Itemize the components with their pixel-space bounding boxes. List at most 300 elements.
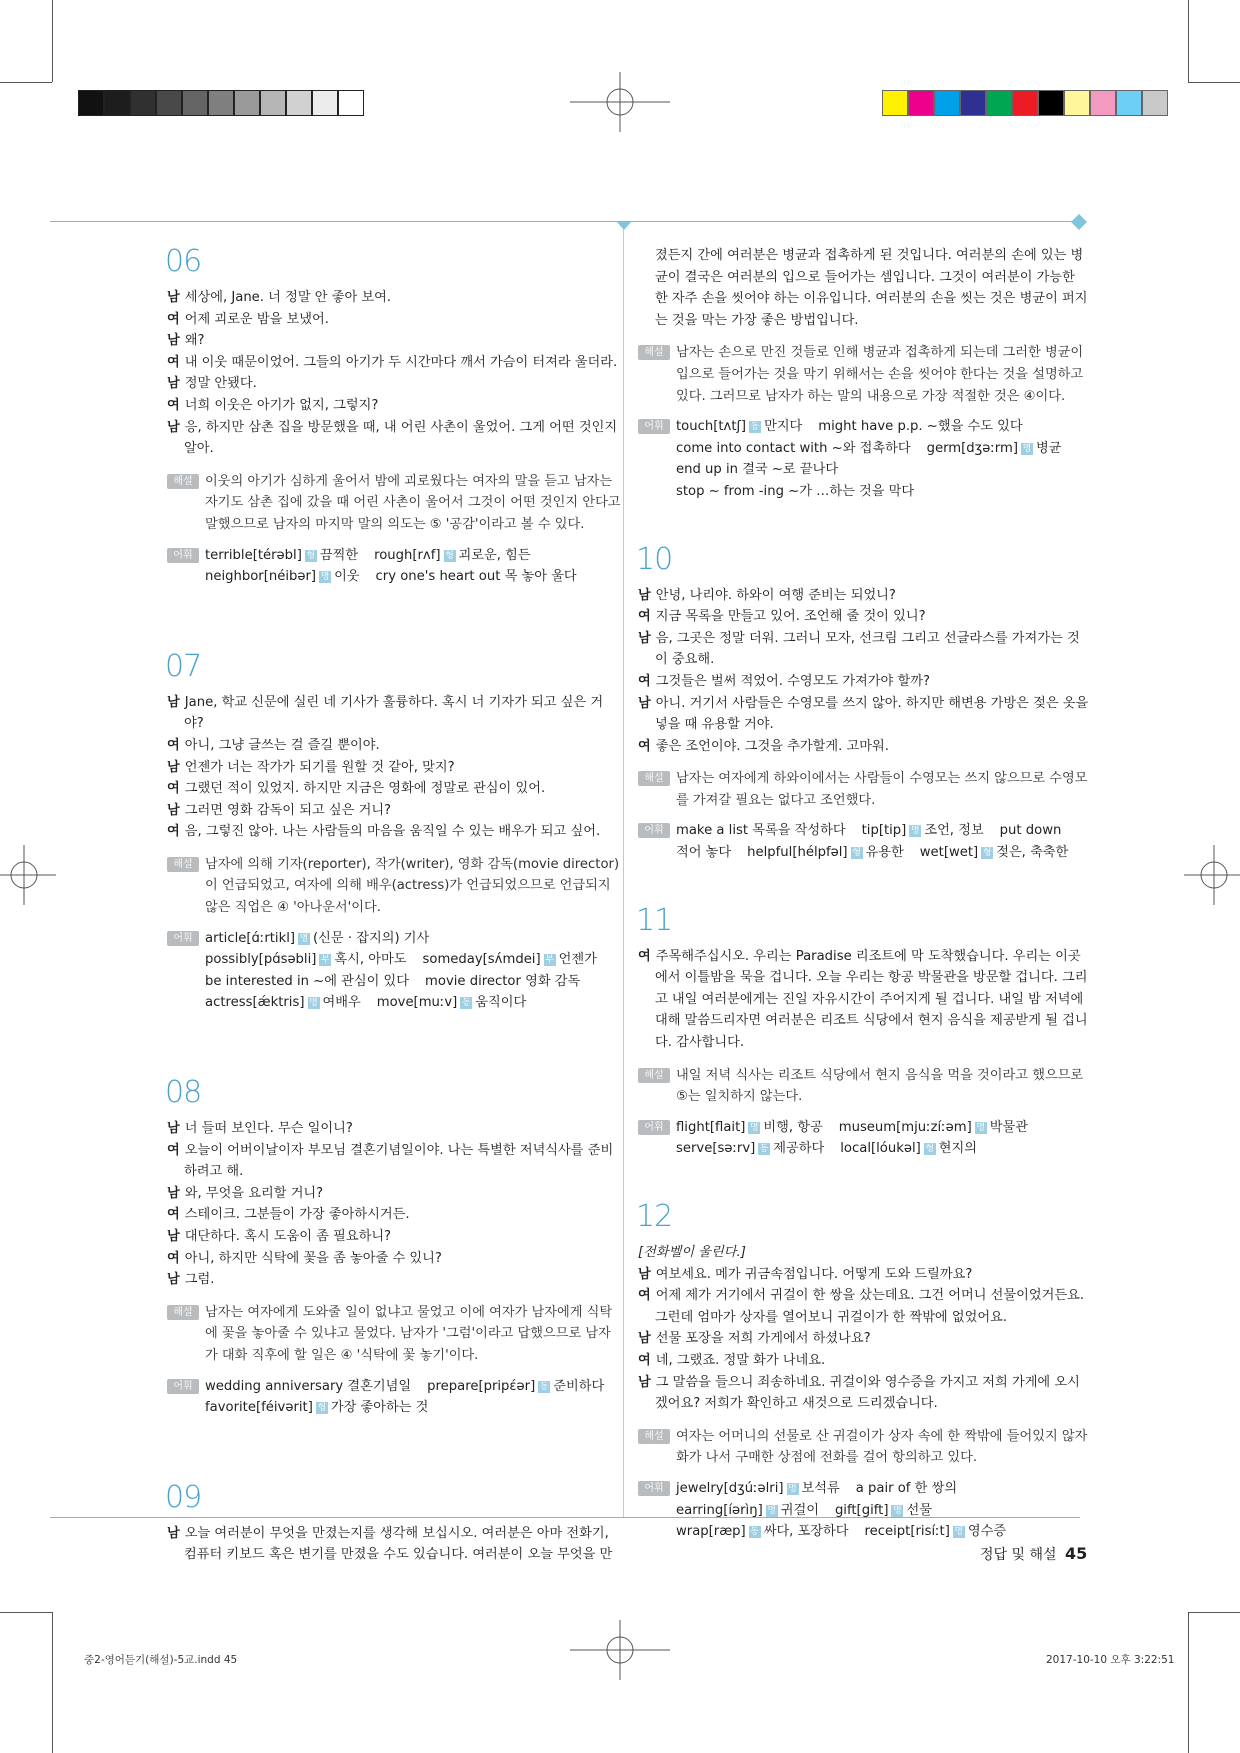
dialogue-text: 응, 하지만 삼촌 집을 방문했을 때, 내 어린 사촌이 울었어. 그게 어떤 것인지 알아. — [184, 419, 618, 457]
dialogue-line — [167, 352, 622, 374]
vocab-meaning: 언젠가 — [558, 952, 597, 968]
header-rule — [50, 221, 1080, 222]
gray-swatch — [130, 90, 156, 116]
page-number: 45 — [1064, 1544, 1088, 1563]
question-number: 09 — [165, 1479, 202, 1515]
dialogue — [167, 1523, 622, 1566]
part-of-speech-badge: 동 — [461, 998, 471, 1009]
dialogue-line — [638, 946, 1090, 1054]
vocab-word: a pair of — [855, 1480, 911, 1496]
vocab-item — [676, 1141, 824, 1156]
divider-arrow-icon — [617, 222, 631, 232]
vocab-meaning: ~에 관심이 있다 — [313, 973, 410, 989]
vocab-meaning: 한 쌍의 — [914, 1480, 958, 1496]
part-of-speech-badge: 동 — [750, 422, 760, 433]
dialogue — [638, 1264, 1090, 1415]
speaker-label: 여 — [638, 948, 651, 964]
crop-mark — [0, 1612, 52, 1613]
dialogue-line — [167, 1204, 622, 1226]
vocab-meaning: 영화 감독 — [525, 973, 581, 989]
part-of-speech-badge: 부 — [321, 955, 330, 966]
registration-mark-icon — [1184, 845, 1240, 905]
question-number: 06 — [165, 244, 202, 279]
vocab-meaning: 목록을 작성하다 — [752, 823, 846, 839]
part-of-speech-badge: 형 — [445, 550, 454, 561]
explanation-tag: 해설 — [167, 474, 199, 489]
vocab-item — [374, 548, 531, 563]
vocab-meaning: 보석류 — [801, 1480, 840, 1496]
dialogue-line — [638, 1264, 1090, 1286]
vocab-word: stop ~ from -ing — [676, 483, 784, 499]
part-of-speech-badge: 명 — [976, 1122, 986, 1133]
speaker-label: 여 — [167, 1142, 180, 1158]
color-swatch — [908, 90, 934, 116]
color-swatch — [1090, 90, 1116, 116]
vocab-line — [676, 416, 1090, 438]
vocab-item — [205, 995, 361, 1010]
speaker-label: 남 — [167, 1121, 180, 1137]
vocab-word: museum[mjuːzíːəm] — [838, 1119, 972, 1135]
vocab-meaning: 결혼기념일 — [347, 1378, 412, 1394]
vocab-line — [205, 1397, 622, 1419]
dialogue-text: 아니, 하지만 식탁에 꽃을 좀 놓아줄 수 있니? — [184, 1250, 442, 1266]
vocab-word: serve[səːrv] — [676, 1141, 756, 1157]
vocab-word: receipt[risíːt] — [864, 1524, 950, 1540]
dialogue-text: 지금 목록을 만들고 있어. 조언해 줄 것이 있니? — [655, 609, 926, 625]
dialogue-text: 세상에, Jane. 너 정말 안 좋아 보여. — [184, 290, 392, 305]
vocab-line — [676, 1478, 1090, 1500]
vocab-item — [676, 1503, 819, 1518]
vocab-line — [676, 1117, 1090, 1139]
dialogue-line — [638, 736, 1090, 758]
dialogue-line — [167, 1140, 622, 1183]
vocab-item — [676, 441, 911, 456]
vocab-word: might have p.p. — [818, 419, 923, 435]
dialogue-text: 음, 그렇진 않아. 나는 사람들의 마음을 움직일 수 있는 배우가 되고 싶어. — [184, 824, 601, 840]
vocab-word: wrap[ræp] — [676, 1524, 746, 1540]
explanation-tag: 해설 — [167, 857, 199, 872]
vocab-meaning: 준비하다 — [553, 1378, 605, 1394]
crop-mark — [52, 0, 53, 82]
crop-mark — [1188, 1612, 1240, 1613]
vocab-word: move[muːv] — [376, 995, 458, 1011]
question-08 — [167, 1076, 622, 1419]
dialogue-text: 어제 괴로운 밤을 보냈어. — [184, 311, 329, 327]
vocab-item — [427, 1379, 604, 1394]
dialogue-text: 너 들떠 보인다. 무슨 일이니? — [184, 1121, 353, 1137]
crop-mark — [52, 1612, 53, 1753]
color-swatch — [960, 90, 986, 116]
vocab-line — [676, 1500, 1090, 1522]
speaker-label: 여 — [638, 738, 651, 754]
speaker-label: 남 — [167, 759, 180, 775]
vocab-meaning: ~가 …하는 것을 막다 — [788, 483, 915, 499]
dialogue-text: 그 말씀을 들으니 죄송하네요. 귀걸이와 영수증을 가지고 저희 가게에 오시겠어요? 저희가 확인하고 새것으로 드리겠습니다. — [655, 1374, 1080, 1412]
vocab-line — [676, 1521, 1090, 1543]
vocab-word: cry one's heart out — [375, 569, 501, 585]
crop-mark — [1188, 0, 1189, 82]
vocab-meaning: (신문 · 잡지의) 기사 — [313, 930, 430, 946]
vocab-word: actress[ǽktris] — [205, 995, 305, 1011]
vocab-item — [205, 952, 407, 967]
speaker-label: 남 — [167, 802, 180, 818]
part-of-speech-badge: 형 — [925, 1144, 935, 1155]
dialogue-text: 어제 제가 거기에서 귀걸이 한 쌍을 샀는데요. 그건 어머니 선물이었거든요. 그런데 엄마가 상자를 열어보니 귀걸이가 한 짝밖에 없었어요. — [655, 1288, 1085, 1325]
explanation-text: 남자는 여자에게 하와이에서는 사람들이 수영모는 쓰지 않으므로 수영모를 가져갈 필요는 없다고 조언했다. — [676, 771, 1088, 808]
vocab-meaning: 움직이다 — [475, 995, 527, 1011]
vocab-word: gift[gift] — [834, 1502, 889, 1518]
vocab-item — [676, 484, 914, 499]
vocab-tag: 어휘 — [638, 419, 670, 434]
dialogue-text: 오늘이 어버이날이자 부모님 결혼기념일이야. 나는 특별한 저녁식사를 준비하려고 해. — [184, 1142, 614, 1180]
part-of-speech-badge: 명 — [750, 1122, 759, 1133]
speaker-label: 여 — [638, 1352, 651, 1368]
dialogue-text: 그러면 영화 감독이 되고 싶은 거니? — [184, 802, 392, 818]
vocabulary — [638, 1117, 1090, 1160]
speaker-label: 여 — [638, 1288, 651, 1304]
vocab-item — [376, 569, 577, 584]
explanation-text: 남자에 의해 기자(reporter), 작가(writer), 영화 감독(movie director)이 언급되었고, 여자에 의해 배우(actress)가 언급되었으므로 언급되지 않은 직업은 ④ '아나운서'이다. — [205, 856, 620, 916]
part-of-speech-badge: 명 — [299, 933, 309, 944]
gray-swatch — [208, 90, 234, 116]
explanation-tag: 해설 — [167, 1305, 199, 1320]
speaker-label: 남 — [167, 1185, 180, 1201]
vocab-word: jewelry[dʒúːəlri] — [676, 1480, 784, 1496]
vocab-word: helpful[hélpfəl] — [747, 845, 848, 861]
dialogue-text: 네, 그랬죠. 정말 화가 나네요. — [655, 1352, 826, 1368]
vocab-word: touch[tʌtʃ] — [676, 419, 747, 435]
vocab-item — [425, 974, 580, 989]
vocab-meaning: 현지의 — [938, 1141, 977, 1157]
vocab-meaning: 귀걸이 — [780, 1502, 819, 1518]
vocab-meaning: ~했을 수도 있다 — [926, 419, 1023, 435]
dialogue-line — [167, 1523, 622, 1566]
explanation-tag: 해설 — [638, 1429, 670, 1444]
dialogue-text: 안녕, 나리야. 하와이 여행 준비는 되었니? — [655, 587, 896, 603]
vocab-meaning: 싸다, 포장하다 — [763, 1524, 849, 1540]
question-number: 07 — [165, 648, 202, 684]
vocab-word: flight[flait] — [676, 1119, 746, 1135]
dialogue-text: 그것들은 벌써 적었어. 수영모도 가져가야 할까? — [655, 673, 930, 689]
question-10 — [638, 543, 1090, 864]
vocab-item — [862, 823, 984, 838]
vocab-item — [676, 1120, 823, 1135]
vocab-word: possibly[pɑ́səbli] — [205, 952, 317, 968]
right-column — [638, 245, 1090, 1543]
vocab-meaning: 만지다 — [764, 419, 803, 435]
vocab-item — [927, 441, 1062, 456]
explanation-text: 남자는 손으로 만진 것들로 인해 병균과 접촉하게 되는데 그러한 병균이 입으로 들어가는 것을 막기 위해서는 손을 씻어야 한다는 것을 설명하고 있다. 그러므로 남자가 하는 말의 내용으로 가장 적절한 것은 ④이다. — [676, 345, 1084, 404]
vocab-meaning: 끔찍한 — [319, 547, 359, 563]
speaker-label: 남 — [638, 1374, 651, 1390]
gray-swatch — [260, 90, 286, 116]
vocab-item — [205, 1400, 428, 1415]
color-swatch — [882, 90, 908, 116]
vocab-item — [676, 823, 846, 838]
vocab-word: tip[tip] — [861, 823, 907, 839]
speaker-label: 남 — [638, 587, 651, 603]
explanation — [638, 1426, 1090, 1469]
explanation-text: 내일 저녁 식사는 리조트 식당에서 현지 음식을 먹을 것이라고 했으므로 ⑤는 일치하지 않는다. — [676, 1067, 1084, 1105]
vocab-line — [676, 481, 1090, 503]
color-swatch — [1142, 90, 1168, 116]
speaker-label: 남 — [167, 1229, 180, 1244]
speaker-label: 여 — [167, 1207, 180, 1223]
vocab-meaning: 결국 ~로 끝나다 — [742, 462, 839, 478]
color-swatch — [934, 90, 960, 116]
vocab-item — [676, 419, 802, 434]
part-of-speech-badge: 형 — [852, 848, 861, 859]
speaker-label: 여 — [167, 1250, 180, 1266]
dialogue-text: 선물 포장을 저희 가게에서 하셨나요? — [655, 1331, 871, 1347]
dialogue-line — [638, 1372, 1090, 1415]
file-name: 중2-영어듣기(해설)-5교.indd 45 — [84, 1654, 238, 1666]
explanation-text: 여자는 어머니의 선물로 산 귀걸이가 상자 속에 한 짝밖에 들어있지 않자 화가 나서 구매한 상점에 전화를 걸어 항의하고 있다. — [676, 1428, 1088, 1466]
vocab-meaning: 조언, 정보 — [924, 823, 984, 839]
part-of-speech-badge: 형 — [982, 848, 992, 859]
dialogue-line — [167, 1183, 622, 1205]
question-number: 11 — [636, 902, 673, 938]
vocab-meaning: 혹시, 아마도 — [334, 952, 407, 968]
explanation-tag: 해설 — [638, 345, 670, 360]
vocab-word: make a list — [676, 823, 749, 839]
dialogue-text: 언젠가 너는 작가가 되기를 원할 것 같아, 맞지? — [184, 759, 455, 775]
vocab-item — [205, 974, 409, 989]
gray-swatch — [78, 90, 104, 116]
vocab-meaning: 가장 좋아하는 것 — [330, 1400, 429, 1416]
crop-mark — [1188, 1612, 1189, 1753]
dialogue-text: 정말 안됐다. — [184, 376, 257, 392]
vocab-tag: 어휘 — [167, 931, 199, 946]
explanation — [167, 1302, 622, 1367]
part-of-speech-badge: 명 — [1022, 443, 1032, 454]
color-swatch — [986, 90, 1012, 116]
vocab-word: movie director — [425, 973, 521, 989]
part-of-speech-badge: 명 — [788, 1483, 797, 1494]
question-09-continued — [638, 245, 1090, 503]
vocab-word: wedding anniversary — [205, 1378, 344, 1394]
speaker-label: 여 — [167, 397, 180, 413]
dialogue — [167, 692, 622, 843]
vocab-meaning: 적어 놓다 — [676, 845, 732, 861]
dialogue-text: 오늘 여러분이 무엇을 만졌는지를 생각해 보십시오. 여러분은 아마 전화기, 컴퓨터 키보드 혹은 변기를 만졌을 수도 있습니다. 여러분이 오늘 무엇을 만 — [184, 1525, 613, 1563]
explanation-tag: 해설 — [638, 1068, 670, 1083]
dialogue-text: 와, 무엇을 요리할 거니? — [184, 1185, 324, 1201]
dialogue-line — [167, 309, 622, 331]
explanation — [167, 471, 622, 536]
question-06 — [167, 245, 622, 588]
speaker-label: 여 — [167, 354, 180, 370]
timestamp: 2017-10-10 오후 3:22:51 — [1046, 1654, 1175, 1666]
dialogue-line — [638, 606, 1090, 628]
vocabulary — [638, 416, 1090, 502]
question-number: 10 — [636, 541, 673, 577]
vocab-line — [205, 545, 622, 567]
dialogue-line — [167, 1226, 622, 1248]
vocab-line — [676, 459, 1090, 481]
vocab-word: come into contact with — [676, 440, 828, 456]
vocab-word: rough[rʌf] — [374, 547, 441, 563]
vocab-line — [205, 1376, 622, 1398]
vocab-word: terrible[térəbl] — [205, 547, 302, 563]
vocab-item — [856, 1481, 957, 1496]
dialogue-text: 대단하다. 혹시 도움이 좀 필요하니? — [184, 1229, 392, 1244]
vocabulary — [638, 820, 1090, 863]
dialogue-line — [638, 693, 1090, 736]
explanation — [638, 768, 1090, 811]
question-number: 12 — [636, 1199, 673, 1234]
part-of-speech-badge: 형 — [317, 1403, 327, 1414]
vocab-item — [676, 462, 838, 477]
vocab-meaning: 영수증 — [967, 1524, 1007, 1540]
dialogue-line — [638, 1328, 1090, 1350]
vocab-line — [205, 928, 622, 950]
vocab-meaning: 젖은, 축축한 — [996, 845, 1069, 861]
dialogue-line — [167, 692, 622, 735]
dialogue-line — [167, 735, 622, 757]
dialogue-line — [167, 778, 622, 800]
part-of-speech-badge: 명 — [910, 826, 920, 837]
dialogue-text: 주목해주십시오. 우리는 Paradise 리조트에 막 도착했습니다. 우리는 이곳에서 이틀밤을 묵을 겁니다. 오늘 우리는 항공 박물관을 방문할 겁니다. 그리고 내일 여러분에게는 진일 자유시간이 주어지게 될 겁니다. 내일 밤 저녁에 대해 말씀드리자면 여러분은 리조트 식당에서 현지 음식을 제공받게 될 겁니다. 감사합니다. — [655, 948, 1088, 1051]
question-number: 08 — [165, 1075, 202, 1111]
question-09 — [167, 1481, 622, 1566]
dialogue-line — [167, 1269, 622, 1291]
stage-direction: [전화벨이 울린다.] — [638, 1245, 746, 1260]
vocab-word: earring[íərìŋ] — [676, 1502, 763, 1518]
vocab-word: favorite[féivərit] — [205, 1400, 313, 1416]
question-11 — [638, 904, 1090, 1160]
vocab-tag: 어휘 — [167, 548, 199, 563]
dialogue-text: 너희 이웃은 아기가 없지, 그렇지? — [184, 397, 379, 413]
vocab-item — [835, 1503, 932, 1518]
vocab-word: prepare[pripέər] — [427, 1378, 536, 1394]
vocab-item — [676, 845, 731, 860]
explanation — [638, 342, 1090, 407]
dialogue-text: 그랬던 적이 있었지. 하지만 지금은 영화에 정말로 관심이 있어. — [184, 781, 546, 797]
diamond-icon — [1071, 214, 1087, 230]
vocab-line — [676, 842, 1090, 864]
color-swatch — [1012, 90, 1038, 116]
gray-swatch — [312, 90, 338, 116]
speaker-label: 남 — [167, 333, 180, 349]
speaker-label: 여 — [167, 311, 180, 327]
dialogue-line — [167, 373, 622, 395]
dialogue-text: 왜? — [184, 333, 205, 349]
vocab-item — [818, 419, 1022, 434]
dialogue — [167, 1118, 622, 1291]
speaker-label: 남 — [167, 419, 180, 435]
dialogue-line — [167, 395, 622, 417]
vocab-meaning: 제공하다 — [773, 1141, 825, 1157]
speaker-label: 남 — [638, 1266, 651, 1282]
vocab-meaning: 비행, 항공 — [763, 1119, 823, 1135]
vocab-word: article[ɑ́ːrtikl] — [205, 930, 296, 946]
dialogue-text: 음, 그곳은 정말 더워. 그러니 모자, 선크림 그리고 선글라스를 가져가는 것이 중요해. — [655, 630, 1080, 668]
part-of-speech-badge: 동 — [539, 1381, 549, 1392]
column-divider — [623, 222, 624, 1517]
gray-swatch — [286, 90, 312, 116]
speaker-label: 남 — [638, 630, 651, 646]
vocab-word: neighbor[néibər] — [205, 569, 317, 585]
color-swatch — [1038, 90, 1064, 116]
vocab-item — [205, 1379, 411, 1394]
vocab-item — [676, 1524, 849, 1539]
speaker-label: 남 — [167, 290, 180, 305]
vocab-item — [205, 569, 360, 584]
vocab-line — [676, 1138, 1090, 1160]
part-of-speech-badge: 명 — [893, 1505, 902, 1516]
vocab-line — [205, 992, 622, 1014]
vocab-line — [205, 971, 622, 993]
speaker-label: 여 — [167, 781, 180, 797]
speaker-label: 여 — [638, 673, 651, 689]
vocab-meaning: 병균 — [1036, 440, 1062, 456]
dialogue-text: 아니, 그냥 글쓰는 걸 즐길 뿐이야. — [184, 737, 380, 753]
dialogue-text: 좋은 조언이야. 그것을 추가할게. 고마워. — [655, 738, 889, 754]
dialogue — [638, 946, 1090, 1054]
speaker-label: 여 — [167, 737, 180, 753]
vocab-item — [676, 1481, 840, 1496]
vocab-meaning: 선물 — [906, 1502, 932, 1518]
vocab-word: local[lóukəl] — [840, 1141, 921, 1157]
vocab-item — [747, 845, 904, 860]
part-of-speech-badge: 부 — [545, 955, 554, 966]
question-12 — [638, 1200, 1090, 1543]
left-column — [167, 245, 622, 1566]
crop-mark — [0, 82, 52, 83]
speaker-label: 남 — [167, 1272, 180, 1288]
vocab-item — [205, 931, 429, 946]
speaker-label: 남 — [167, 376, 180, 392]
speaker-label: 남 — [638, 1331, 651, 1347]
dialogue — [167, 287, 622, 460]
explanation-tag: 해설 — [638, 771, 670, 786]
part-of-speech-badge: 동 — [750, 1527, 760, 1538]
vocab-tag: 어휘 — [638, 1120, 670, 1135]
dialogue-line — [638, 1350, 1090, 1372]
vocab-word: put down — [999, 823, 1062, 839]
vocab-item — [423, 952, 597, 967]
vocab-tag: 어휘 — [167, 1379, 199, 1394]
dialogue-line — [638, 1285, 1090, 1328]
gray-swatch — [104, 90, 130, 116]
dialogue-line — [167, 821, 622, 843]
color-swatch — [1116, 90, 1142, 116]
explanation — [167, 854, 622, 919]
vocab-line — [676, 820, 1090, 842]
vocab-meaning: 박물관 — [989, 1119, 1028, 1135]
vocab-item — [840, 1141, 977, 1156]
vocabulary — [167, 928, 622, 1014]
vocab-meaning: 괴로운, 힘든 — [458, 547, 531, 563]
part-of-speech-badge: 명 — [309, 998, 318, 1009]
section-label: 정답 및 해설 — [980, 1547, 1057, 1563]
dialogue — [638, 585, 1090, 758]
speaker-label: 남 — [638, 695, 651, 711]
speaker-label: 남 — [167, 694, 180, 710]
vocab-item — [920, 845, 1069, 860]
vocabulary — [638, 1478, 1090, 1543]
crop-mark — [1188, 82, 1240, 83]
registration-mark-icon — [570, 72, 670, 132]
dialogue-line — [167, 757, 622, 779]
vocab-tag: 어휘 — [638, 1481, 670, 1496]
vocab-word: be interested in — [205, 973, 309, 989]
dialogue-line — [167, 417, 622, 460]
vocab-line — [205, 566, 622, 588]
vocab-item — [839, 1120, 1028, 1135]
dialogue-text: 여보세요. 메가 귀금속점입니다. 어떻게 도와 드릴까요? — [655, 1266, 973, 1282]
